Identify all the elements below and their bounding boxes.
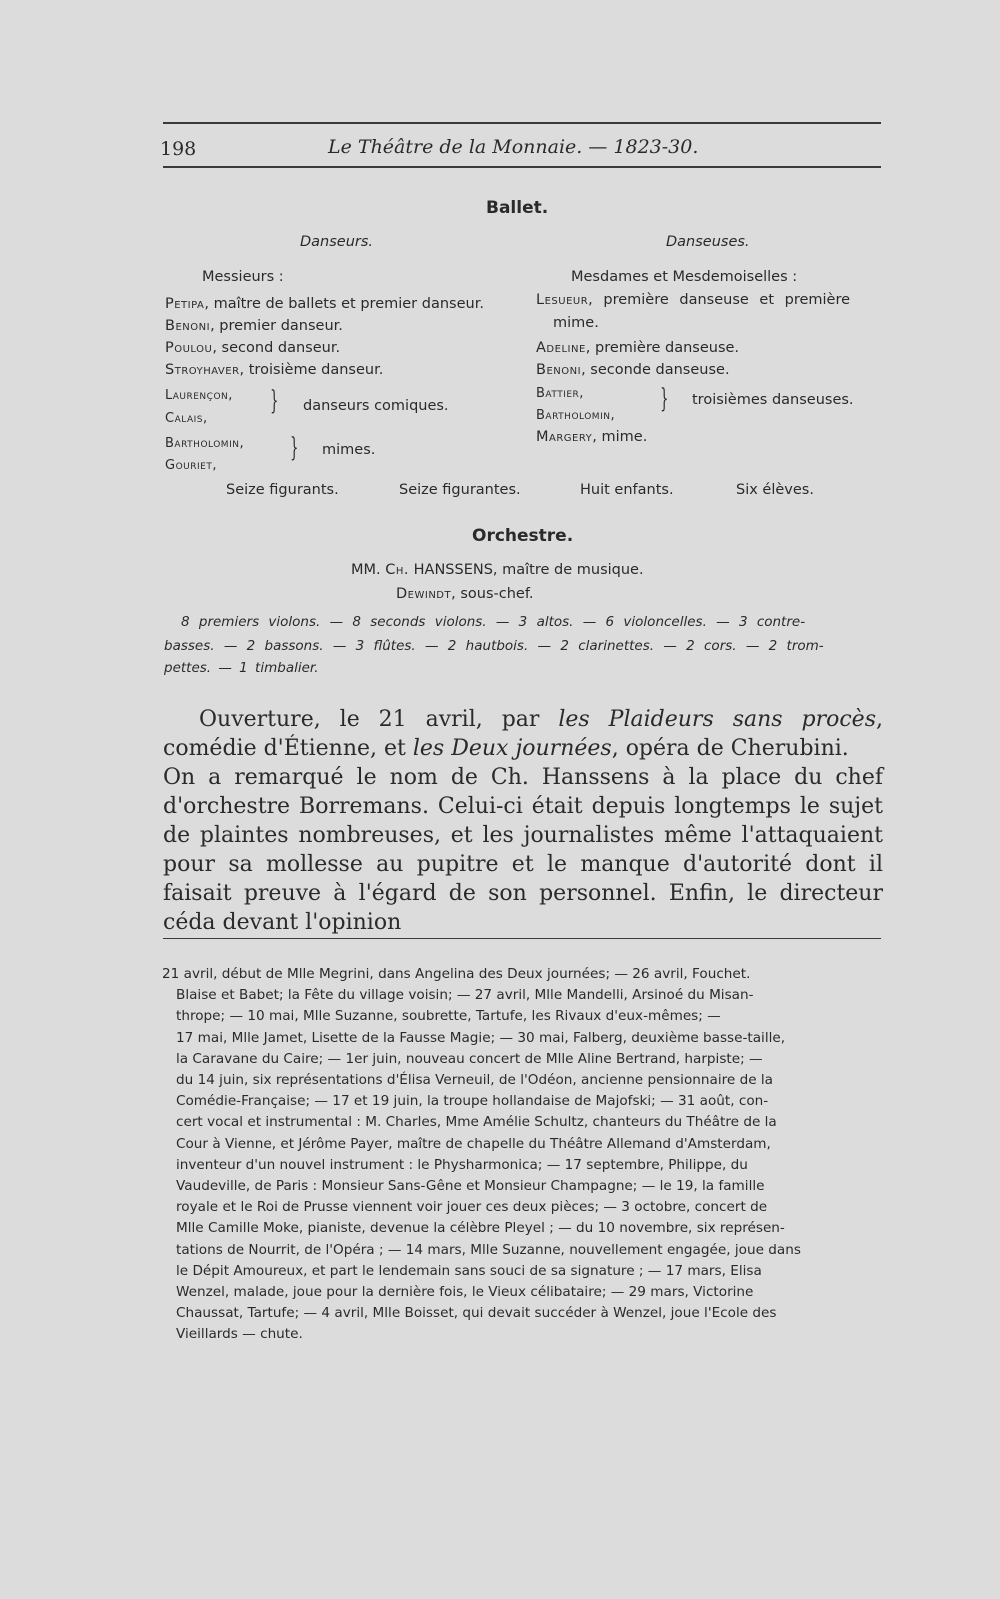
danseur-group-name: Bartholomin, bbox=[165, 436, 245, 451]
danseur-group-role: danseurs comiques. bbox=[303, 398, 449, 414]
footnote-line: le Dépit Amoureux, et part le lendemain sans souci de sa signature ; — 17 mars, Elisa bbox=[176, 1262, 762, 1279]
ballet-title: Ballet. bbox=[486, 198, 549, 218]
extra-figurantes: Seize figurantes. bbox=[399, 482, 521, 498]
footnote-line: 21 avril, début de Mlle Megrini, dans Angelina des Deux journées; — 26 avril, Fouchet. bbox=[162, 966, 751, 982]
danseur-group-role: mimes. bbox=[322, 442, 376, 458]
footnote-line: thrope; — 10 mai, Mlle Suzanne, soubrette, Tartufe, les Rivaux d'eux-mêmes; — bbox=[176, 1008, 721, 1025]
header-top-rule bbox=[163, 122, 881, 124]
header-bottom-rule bbox=[163, 166, 881, 168]
danseur-line: Petipa, maître de ballets et premier danseur. bbox=[165, 296, 484, 312]
brace: } bbox=[290, 433, 299, 463]
footnote-line: Chaussat, Tartufe; — 4 avril, Mlle Boisset, qui devait succéder à Wenzel, joue l'Ecole des bbox=[176, 1305, 777, 1322]
footnote-line: Vieillards — chute. bbox=[176, 1326, 303, 1343]
orchestre-title: Orchestre. bbox=[472, 526, 574, 546]
instruments-line: basses. — 2 bassons. — 3 flûtes. — 2 hautbois. — 2 clarinettes. — 2 cors. — 2 trom- bbox=[164, 638, 824, 654]
danseuse-line: Adeline, première danseuse. bbox=[536, 340, 740, 356]
danseur-line: Benoni, premier danseur. bbox=[165, 318, 343, 334]
orchestre-line1: MM. Ch. HANSSENS, maître de musique. bbox=[351, 562, 644, 578]
danseuse-line: Benoni, seconde danseuse. bbox=[536, 362, 730, 378]
page-number: 198 bbox=[160, 138, 197, 160]
danseuse-line-cont: mime. bbox=[553, 315, 599, 331]
footnote-line: royale et le Roi de Prusse viennent voir jouer ces deux pièces; — 3 octobre, concert de bbox=[176, 1199, 768, 1216]
footnote-line: Mlle Camille Moke, pianiste, devenue la célèbre Pleyel ; — du 10 novembre, six représen- bbox=[176, 1220, 785, 1237]
footnote-line: Wenzel, malade, joue pour la dernière fois, le Vieux célibataire; — 29 mars, Victorine bbox=[176, 1284, 754, 1301]
footnote-line: Vaudeville, de Paris : Monsieur Sans-Gêne et Monsieur Champagne; — le 19, la famille bbox=[176, 1178, 765, 1195]
extra-eleves: Six élèves. bbox=[736, 482, 814, 498]
danseur-line: Poulou, second danseur. bbox=[165, 340, 341, 356]
running-title: Le Théâtre de la Monnaie. — 1823-30. bbox=[328, 136, 699, 158]
footnote-line: Comédie-Française; — 17 et 19 juin, la troupe hollandaise de Majofski; — 31 août, con- bbox=[176, 1093, 769, 1110]
body-paragraph-1: Ouverture, le 21 avril, par les Plaideurs sans procès, comédie d'Étienne, et les Deux journées, opéra de Cherubini. bbox=[163, 707, 883, 761]
footnote-line: la Caravane du Caire; — 1er juin, nouveau concert de Mlle Aline Bertrand, harpiste; — bbox=[176, 1050, 763, 1067]
extra-figurants: Seize figurants. bbox=[226, 482, 339, 498]
danseurs-salutation: Messieurs : bbox=[202, 269, 284, 285]
orchestre-line2: Dewindt, sous-chef. bbox=[396, 586, 534, 602]
danseuse-group-name: Bartholomin, bbox=[536, 408, 616, 423]
danseuse-line: Margery, mime. bbox=[536, 429, 648, 445]
footnote-line: Blaise et Babet; la Fête du village voisin; — 27 avril, Mlle Mandelli, Arsinoé du Misan- bbox=[176, 987, 754, 1004]
brace: } bbox=[270, 386, 279, 416]
danseuse-group-name: Battier, bbox=[536, 386, 584, 401]
instruments-line: 8 premiers violons. — 8 seconds violons. — 3 altos. — 6 violoncelles. — 3 contre- bbox=[181, 614, 806, 630]
danseur-line: Stroyhaver, troisième danseur. bbox=[165, 362, 384, 378]
danseuses-salutation: Mesdames et Mesdemoiselles : bbox=[571, 269, 798, 285]
danseuse-group-role: troisièmes danseuses. bbox=[692, 392, 854, 408]
footnote-line: du 14 juin, six représentations d'Élisa Verneuil, de l'Odéon, ancienne pensionnaire de la bbox=[176, 1072, 774, 1089]
body-paragraph-2: On a remarqué le nom de Ch. Hanssens à la place du chef d'orchestre Borremans. Celui-ci était depuis longtemps le sujet de plaintes nombreuses, et les journalistes même l'attaquaient pour sa mollesse au pupitre et le manque d'autorité dont il faisait preuve à l'égard de son personnel. Enfin, le directeur céda devant l'opinion bbox=[163, 765, 883, 935]
danseur-group-name: Gouriet, bbox=[165, 458, 217, 473]
footnote-line: 17 mai, Mlle Jamet, Lisette de la Fausse Magie; — 30 mai, Falberg, deuxième basse-taille, bbox=[176, 1029, 786, 1046]
brace: } bbox=[660, 384, 669, 414]
danseurs-heading: Danseurs. bbox=[300, 234, 374, 250]
footnote bbox=[162, 964, 882, 1346]
footnote-line: Cour à Vienne, et Jérôme Payer, maître de chapelle du Théâtre Allemand d'Amsterdam, bbox=[176, 1135, 771, 1152]
danseur-group-name: Calais, bbox=[165, 411, 208, 426]
danseuse-line: Lesueur, première danseuse et première bbox=[536, 292, 851, 308]
instruments-line: pettes. — 1 timbalier. bbox=[164, 660, 319, 676]
danseuses-heading: Danseuses. bbox=[666, 234, 750, 250]
footnote-line: cert vocal et instrumental : M. Charles, Mme Amélie Schultz, chanteurs du Théâtre de la bbox=[176, 1114, 777, 1131]
extra-enfants: Huit enfants. bbox=[580, 482, 674, 498]
footnote-line: inventeur d'un nouvel instrument : le Physharmonica; — 17 septembre, Philippe, du bbox=[176, 1156, 748, 1173]
footnote-rule bbox=[163, 938, 881, 939]
footnote-line: tations de Nourrit, de l'Opéra ; — 14 mars, Mlle Suzanne, nouvellement engagée, joue dans bbox=[176, 1241, 801, 1258]
danseur-group-name: Laurençon, bbox=[165, 388, 233, 403]
